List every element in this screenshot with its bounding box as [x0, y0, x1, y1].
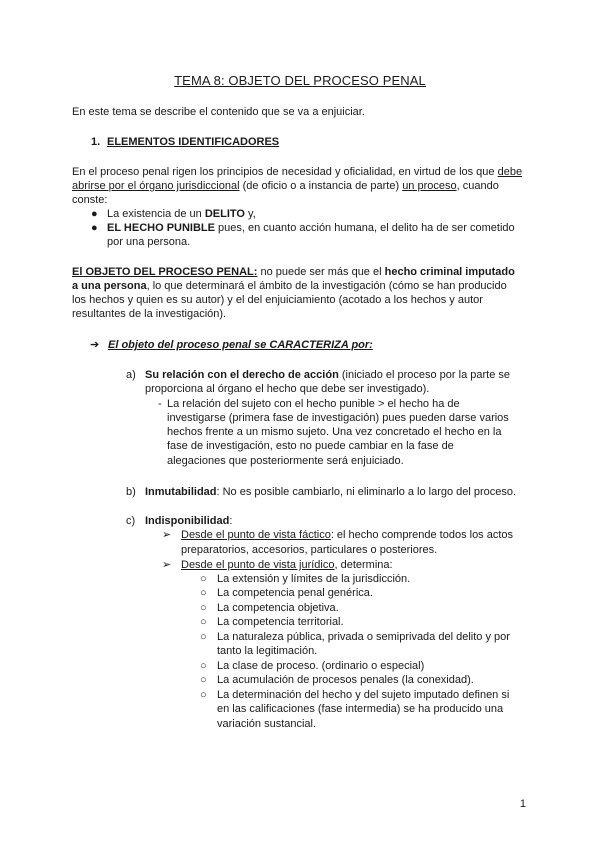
- item-marker: c): [126, 515, 136, 527]
- item-marker: a): [126, 369, 136, 381]
- caracteriza-heading: El objeto del proceso penal se CARACTERIZA por:: [108, 339, 373, 351]
- circle-bullet-icon: ○: [200, 573, 207, 585]
- item-marker: b): [126, 486, 136, 498]
- list-item: La existencia de un DELITO y,: [107, 208, 256, 220]
- sub-line: fase de investigación, esto no puede cambiar en la fase de: [167, 440, 454, 452]
- circle-bullet-icon: ○: [200, 587, 207, 599]
- circle-bullet-icon: ○: [200, 602, 207, 614]
- paragraph-line: En el proceso penal rigen los principios de necesidad y oficialidad, en virtud de los que debe: [72, 166, 523, 178]
- section-heading: ELEMENTOS IDENTIFICADORES: [107, 136, 280, 148]
- circle-bullet-icon: ○: [200, 689, 207, 701]
- paragraph-line: conste:: [72, 194, 108, 206]
- list-item: La competencia territorial.: [217, 616, 344, 628]
- circle-bullet-icon: ○: [200, 660, 207, 672]
- objeto-line: los hechos y quien es su autor) y el del enjuiciamiento (acotado a los hechos y autor: [72, 294, 483, 306]
- circle-bullet-icon: ○: [200, 616, 207, 628]
- objeto-line: a una persona, lo que determinará el ámbito de la investigación (cómo se han producido: [72, 280, 507, 292]
- objeto-line: El OBJETO DEL PROCESO PENAL: no puede ser más que el hecho criminal imputado: [72, 266, 515, 278]
- list-item: La acumulación de procesos penales (la conexidad).: [217, 674, 474, 686]
- sub-line: La relación del sujeto con el hecho punible > el hecho ha de: [167, 398, 460, 410]
- item-b-line: Inmutabilidad: No es posible cambiarlo, ni eliminarlo a lo largo del proceso.: [145, 486, 517, 498]
- arrowhead-icon: ➢: [162, 529, 172, 541]
- list-item: EL HECHO PUNIBLE pues, en cuanto acción humana, el delito ha de ser cometido: [107, 222, 515, 234]
- factico-line: preparatorios, accesorios, particulares o posteriores.: [181, 544, 438, 556]
- item-a-line: proporciona al órgano el hecho que debe ser investigado).: [145, 383, 430, 395]
- sub-line: alegaciones que posteriormente será enjuiciado.: [167, 455, 404, 467]
- list-item: La determinación del hecho y del sujeto imputado definen si: [217, 689, 510, 701]
- arrowhead-icon: ➢: [162, 559, 172, 571]
- item-a-line: Su relación con el derecho de acción (iniciado el proceso por la parte se: [145, 369, 511, 381]
- list-item-continuation: por una persona.: [107, 236, 191, 248]
- list-item-continuation: en las calificaciones (fase intermedia) se ha producido una: [217, 703, 504, 715]
- list-item: La naturaleza pública, privada o semiprivada del delito y por: [217, 631, 510, 643]
- circle-bullet-icon: ○: [200, 631, 207, 643]
- factico-line: Desde el punto de vista fáctico: el hecho comprende todos los actos: [181, 529, 514, 541]
- list-item-continuation: variación sustancial.: [217, 718, 317, 730]
- arrow-right-icon: ➔: [90, 339, 100, 351]
- list-item: La competencia objetiva.: [217, 602, 339, 614]
- circle-bullet-icon: ○: [200, 674, 207, 686]
- sub-line: investigarse (primera fase de investigación) pues pueden darse varios: [167, 412, 509, 424]
- section-number: 1.: [91, 136, 101, 148]
- bullet-icon: ●: [91, 208, 98, 220]
- dash-marker: -: [158, 398, 162, 410]
- intro-text: En este tema se describe el contenido que se va a enjuiciar.: [72, 106, 365, 118]
- page-number: 1: [519, 798, 526, 810]
- list-item-continuation: tanto la legitimación.: [217, 645, 318, 657]
- list-item: La competencia penal genérica.: [217, 587, 373, 599]
- sub-line: hechos frente a un mismo sujeto. Una vez concretado el hecho en la: [167, 426, 502, 438]
- paragraph-line: abrirse por el órgano jurisdiccional (de oficio o a instancia de parte) un proceso, cuando: [72, 180, 499, 192]
- list-item: La extensión y límites de la jurisdicción.: [217, 573, 411, 585]
- page-title: TEMA 8: OBJETO DEL PROCESO PENAL: [174, 73, 426, 88]
- item-c-line: Indisponibilidad:: [145, 515, 233, 527]
- list-item: La clase de proceso. (ordinario o especial): [217, 660, 425, 672]
- juridico-line: Desde el punto de vista jurídico, determina:: [181, 559, 393, 571]
- bullet-icon: ●: [91, 222, 98, 234]
- objeto-line: resultantes de la investigación).: [72, 308, 227, 320]
